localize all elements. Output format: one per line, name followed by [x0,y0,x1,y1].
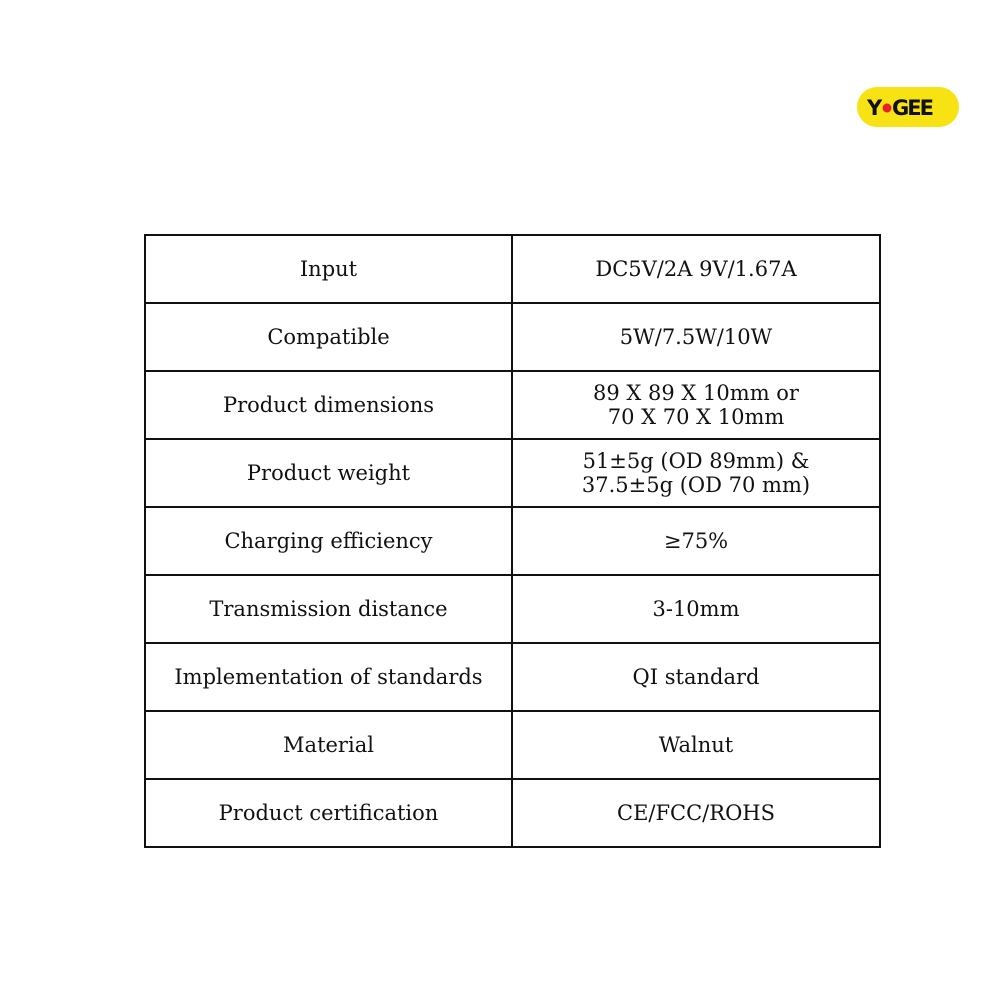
spec-label: Material [145,711,512,779]
table-row [145,507,880,575]
yogee-logo-icon [865,92,951,122]
spec-label: Product dimensions [145,371,512,439]
spec-value: ≥75% [512,507,880,575]
spec-value: 3-10mm [512,575,880,643]
table-row [145,235,880,303]
table-row [145,575,880,643]
table-row [145,643,880,711]
spec-label: Product weight [145,439,512,507]
spec-value: DC5V/2A 9V/1.67A [512,235,880,303]
spec-label: Implementation of standards [145,643,512,711]
table-row [145,371,880,439]
spec-value: CE/FCC/ROHS [512,779,880,847]
table-row [145,711,880,779]
spec-value: Walnut [512,711,880,779]
spec-label: Transmission distance [145,575,512,643]
table-row [145,779,880,847]
spec-value: 51±5g (OD 89mm) & 37.5±5g (OD 70 mm) [512,439,880,507]
svg-text:Y: Y [867,96,882,120]
logo-dot-icon [883,104,892,113]
spec-value: 89 X 89 X 10mm or 70 X 70 X 10mm [512,371,880,439]
svg-text:GEE: GEE [892,96,932,120]
spec-label: Product certification [145,779,512,847]
spec-label: Charging efficiency [145,507,512,575]
spec-label: Compatible [145,303,512,371]
spec-label: Input [145,235,512,303]
brand-logo [857,87,959,127]
spec-value: QI standard [512,643,880,711]
table-row [145,303,880,371]
spec-value: 5W/7.5W/10W [512,303,880,371]
spec-table [144,234,881,848]
table-row [145,439,880,507]
